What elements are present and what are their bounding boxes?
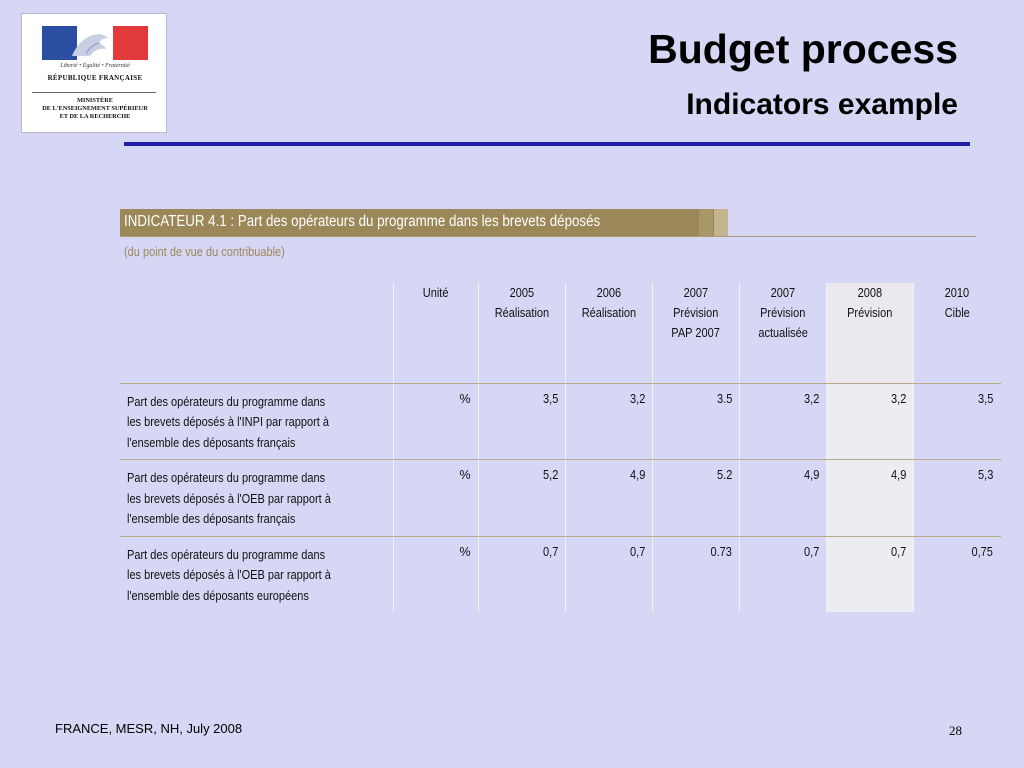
unit-value: %	[459, 468, 471, 482]
cell-value	[653, 536, 740, 612]
indicator-heading-bar	[120, 209, 728, 237]
header-line: 2010	[945, 286, 970, 300]
row-label	[120, 536, 394, 612]
label-line: l'ensemble des déposants français	[127, 512, 296, 526]
cell-value	[566, 536, 653, 612]
table-header-row	[120, 283, 1001, 383]
table-row	[120, 383, 1001, 460]
indicator-rule	[120, 236, 976, 237]
marianne-flag-icon	[42, 26, 148, 60]
value: 3,2	[890, 391, 906, 406]
cell-unit	[394, 536, 479, 612]
value: 5,3	[978, 468, 994, 482]
logo-divider	[32, 92, 156, 93]
slide-subtitle: Indicators example	[686, 88, 958, 121]
cell-value	[653, 460, 740, 537]
header-2007-pap	[653, 283, 740, 383]
label-line: les brevets déposés à l'OEB par rapport à	[127, 568, 331, 582]
cell-unit	[394, 383, 479, 460]
indicator-heading: INDICATEUR 4.1 : Part des opérateurs du programme dans les brevets déposés	[124, 213, 601, 230]
value: 3,2	[629, 391, 645, 406]
page-number: 28	[949, 723, 962, 738]
value: 5,2	[542, 468, 558, 482]
label-line: l'ensemble des déposants français	[127, 435, 296, 450]
header-line: Réalisation	[581, 306, 637, 320]
ministry-line: MINISTÈRE	[76, 97, 114, 104]
cell-value	[740, 383, 827, 460]
header-line: Prévision	[673, 306, 719, 320]
ministry-line: DE L'ENSEIGNEMENT SUPÉRIEUR	[42, 105, 148, 112]
heading-tab-decoration	[699, 209, 713, 237]
value: 3,5	[978, 391, 994, 406]
cell-value	[914, 536, 1001, 612]
label-line: l'ensemble des déposants européens	[127, 588, 309, 603]
cell-unit	[394, 460, 479, 537]
header-line: 2008	[857, 286, 883, 300]
unit-value: %	[459, 544, 471, 559]
cell-value	[479, 383, 566, 460]
header-line: PAP 2007	[671, 326, 721, 340]
header-line: 2005	[509, 286, 535, 300]
header-line: 2006	[596, 286, 622, 300]
indicator-subheading: (du point de vue du contribuable)	[124, 245, 285, 259]
header-line: Cible	[944, 306, 970, 320]
header-line: Prévision	[847, 306, 893, 320]
indicator-table	[120, 283, 1001, 612]
header-2007-updated	[740, 283, 827, 383]
label-line: les brevets déposés à l'OEB par rapport à	[127, 491, 331, 506]
header-line: Réalisation	[494, 306, 550, 320]
cell-value	[827, 536, 914, 612]
header-blank	[120, 283, 394, 383]
cell-value	[653, 383, 740, 460]
value: 0,7	[803, 544, 819, 559]
cell-value	[914, 383, 1001, 460]
header-unit	[394, 283, 479, 383]
table-row	[120, 460, 1001, 537]
title-underline	[124, 142, 970, 146]
value: 0,7	[890, 544, 906, 559]
header-line: 2007	[770, 286, 796, 300]
cell-value	[479, 460, 566, 537]
value: 5.2	[716, 468, 732, 482]
value: 3.5	[716, 391, 732, 406]
value: 4,9	[629, 468, 645, 482]
label-line: Part des opérateurs du programme dans	[127, 471, 326, 485]
header-line: actualisée	[758, 326, 808, 340]
row-label	[120, 460, 394, 537]
value: 4,9	[803, 468, 819, 482]
value: 3,5	[542, 391, 558, 406]
label-line: les brevets déposés à l'INPI par rapport à	[127, 415, 330, 429]
cell-value	[566, 460, 653, 537]
value: 0,7	[629, 544, 645, 559]
cell-value	[740, 536, 827, 612]
value: 0.73	[710, 544, 732, 559]
cell-value	[740, 460, 827, 537]
value: 0,7	[542, 544, 558, 559]
cell-value	[566, 383, 653, 460]
header-2008	[827, 283, 914, 383]
cell-value	[827, 460, 914, 537]
republic-motto: Liberté • Égalité • Fraternité	[60, 63, 130, 69]
republic-name: RÉPUBLIQUE FRANÇAISE	[47, 74, 143, 82]
header-line: 2007	[683, 286, 709, 300]
label-line: Part des opérateurs du programme dans	[127, 547, 326, 562]
ministry-line: ET DE LA RECHERCHE	[59, 113, 131, 120]
header-2010	[914, 283, 1001, 383]
header-2006	[566, 283, 653, 383]
unit-value: %	[459, 391, 471, 406]
value: 0,75	[971, 544, 994, 559]
header-2005	[479, 283, 566, 383]
label-line: Part des opérateurs du programme dans	[127, 394, 326, 409]
value: 4,9	[890, 468, 906, 482]
cell-value	[914, 460, 1001, 537]
header-line: Prévision	[760, 306, 806, 320]
header-line: Unité	[423, 286, 449, 300]
cell-value	[479, 536, 566, 612]
value: 3,2	[803, 391, 819, 406]
ministry-name	[22, 97, 168, 121]
ministry-logo	[21, 13, 167, 133]
heading-tab-decoration	[714, 209, 728, 237]
footer-credit: FRANCE, MESR, NH, July 2008	[55, 721, 243, 736]
row-label	[120, 383, 394, 460]
slide-title: Budget process	[648, 26, 958, 72]
cell-value	[827, 383, 914, 460]
table-row	[120, 536, 1001, 612]
